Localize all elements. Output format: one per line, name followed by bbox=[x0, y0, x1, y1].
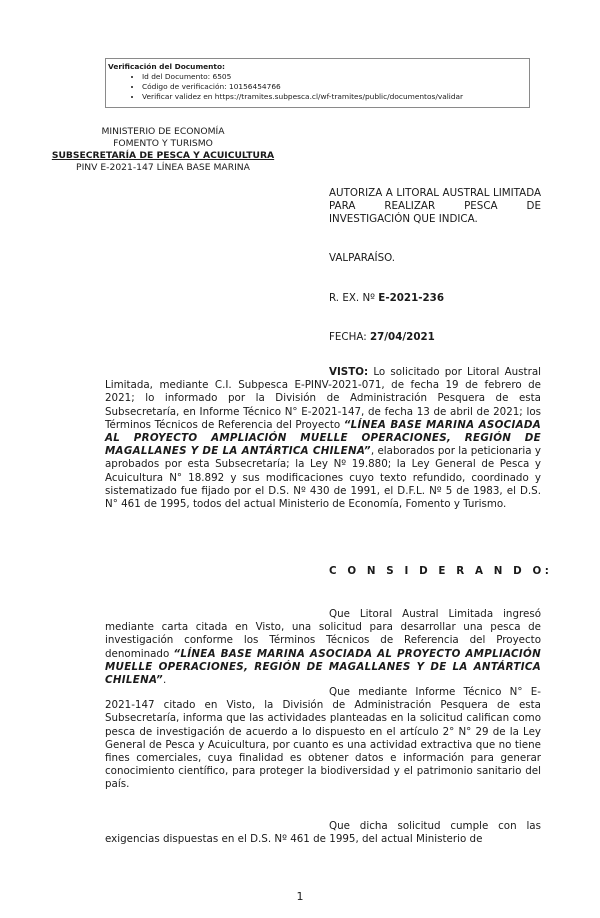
resolution-number bbox=[329, 292, 541, 305]
document-place: VALPARAÍSO. bbox=[329, 252, 396, 264]
considerando-paragraph-2: Que mediante Informe Técnico N° E-2021-147 citado en Visto, la División de Administración Pesquera de esta Subsecretaría, informa que las actividades planteadas en la solicitud califican como pesca de investigación de acuerdo a lo dispuesto en el artículo 2° N° 29 de la Ley General de Pesca y Acuicultura, por cuanto es una actividad extractiva que no tiene fines comerciales, cuya finalidad es obtener datos e información para generar conocimiento científico, para proteger la biodiversidad y el patrimonio sanitario del país. bbox=[105, 686, 541, 791]
ministry-name-line2: FOMENTO Y TURISMO bbox=[113, 138, 213, 149]
date-label: FECHA: bbox=[329, 331, 370, 343]
considerando-paragraph-1 bbox=[105, 608, 541, 687]
document-title: AUTORIZA A LITORAL AUSTRAL LIMITADA PARA REALIZAR PESCA DE INVESTIGACIÓN QUE INDICA. bbox=[329, 187, 541, 225]
resolution-label: R. EX. Nº bbox=[329, 292, 379, 304]
visto-project-name: “LÍNEA BASE MARINA ASOCIADA AL PROYECTO AMPLIACIÓN MUELLE OPERACIONES, REGIÓN DE MAGALLANES Y DE LA ANTÁRTICA CHILENA” bbox=[105, 418, 541, 458]
c1-end: . bbox=[162, 674, 167, 687]
verification-doc-id: • Id del Documento: 6505 bbox=[142, 72, 529, 82]
c1-project-name: “LÍNEA BASE MARINA ASOCIADA AL PROYECTO AMPLIACIÓN MUELLE OPERACIONES, REGIÓN DE MAGALLANES Y DE LA ANTÁRTICA CHILENA” bbox=[105, 647, 541, 687]
verification-code: • Código de verificación: 10156454766 bbox=[142, 82, 529, 92]
document-date bbox=[329, 331, 541, 344]
verification-list bbox=[106, 72, 529, 102]
visto-paragraph bbox=[105, 366, 541, 511]
ministry-header bbox=[28, 126, 298, 174]
considerando-paragraph-3: Que dicha solicitud cumple con las exigencias dispuestas en el D.S. Nº 461 de 1995, del actual Ministerio de bbox=[105, 820, 541, 846]
considerando-heading: C O N S I D E R A N D O: bbox=[329, 565, 553, 577]
date-value: 27/04/2021 bbox=[369, 331, 435, 343]
c1-text: Que Litoral Austral Limitada ingresó mediante carta citada en Visto, una solicitud para desarrollar una pesca de investigación conforme los Términos Técnicos de Referencia del Proyecto denominado bbox=[105, 608, 541, 660]
page-number: 1 bbox=[296, 890, 304, 903]
verification-box bbox=[105, 58, 530, 108]
visto-text: Lo solicitado por Litoral Austral Limitada, mediante C.I. Subpesca E-PINV-2021-071, de fecha 19 de febrero de 2021; lo informado por la División de Administración Pesquera de esta Subsecretaría, en Informe Técnico N° E-2021-147, de fecha 13 de abril de 2021; los Términos Técnicos de Referencia del Proyecto bbox=[105, 366, 541, 431]
verification-url[interactable]: • Verificar validez en https://tramites.subpesca.cl/wf-tramites/public/documentos/validar bbox=[142, 92, 529, 102]
visto-label: VISTO: bbox=[329, 366, 369, 378]
document-reference: PINV E-2021-147 LÍNEA BASE MARINA bbox=[76, 162, 250, 173]
subsecretaria-name: SUBSECRETARÍA DE PESCA Y ACUICULTURA bbox=[51, 150, 275, 161]
resolution-value: E-2021-236 bbox=[378, 292, 445, 304]
visto-text-end: , elaborados por la peticionaria y aprobados por esta Subsecretaría; la Ley Nº 19.880; la Ley General de Pesca y Acuicultura N° 18.892 y sus modificaciones cuyo texto refundido, coordinado y sistematizado fue fijado por el D.S. Nº 430 de 1991, el D.F.L. Nº 5 de 1983, el D.S. N° 461 de 1995, todos del actual Ministerio de Economía, Fomento y Turismo. bbox=[105, 445, 542, 511]
ministry-name: MINISTERIO DE ECONOMÍA bbox=[101, 126, 225, 137]
verification-title: Verificación del Documento: bbox=[108, 62, 225, 71]
